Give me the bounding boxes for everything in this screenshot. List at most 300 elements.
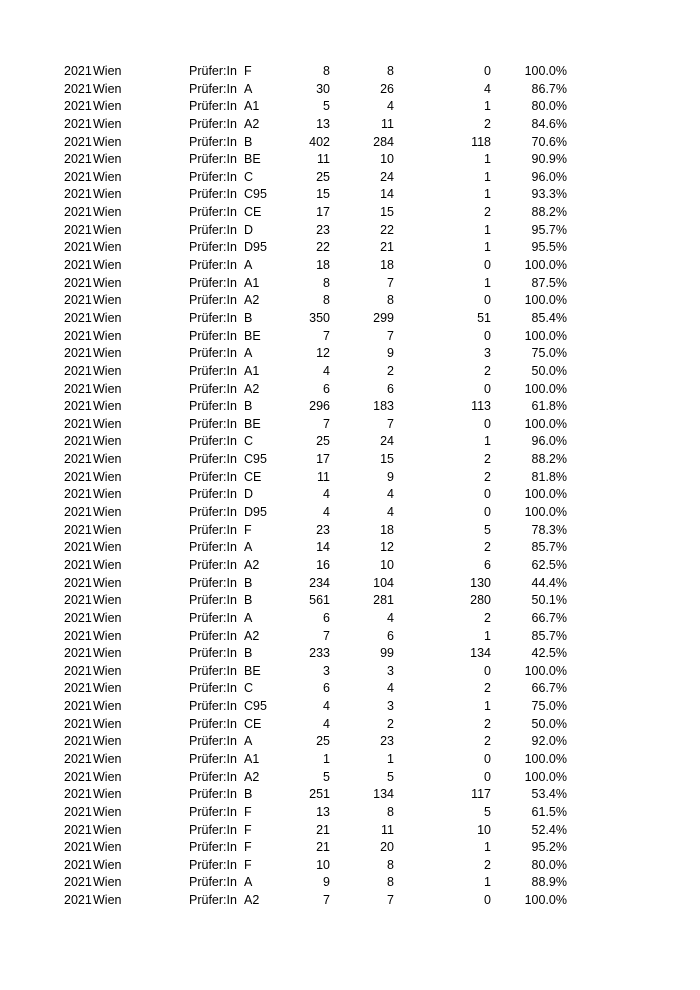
license-class-cell: A (244, 734, 253, 749)
city-cell: Wien (93, 152, 122, 167)
passed-count-cell: 24 (380, 169, 394, 184)
failed-count-cell: 0 (484, 751, 491, 766)
pass-rate-cell: 50.0% (531, 363, 567, 378)
failed-count-cell: 2 (484, 469, 491, 484)
failed-count-cell: 0 (484, 505, 491, 520)
city-cell: Wien (93, 787, 122, 802)
total-count-cell: 14 (316, 540, 330, 555)
year-cell: 2021 (64, 134, 92, 149)
total-count-cell: 3 (323, 663, 330, 678)
passed-count-cell: 281 (373, 593, 394, 608)
license-class-cell: BE (244, 328, 261, 343)
total-count-cell: 8 (323, 275, 330, 290)
city-cell: Wien (93, 522, 122, 537)
year-cell: 2021 (64, 610, 92, 625)
year-cell: 2021 (64, 751, 92, 766)
year-cell: 2021 (64, 875, 92, 890)
year-cell: 2021 (64, 575, 92, 590)
role-cell: Prüfer:In (189, 293, 237, 308)
passed-count-cell: 1 (387, 751, 394, 766)
pass-rate-cell: 96.0% (531, 169, 567, 184)
pass-rate-cell: 100.0% (524, 893, 567, 908)
city-cell: Wien (93, 64, 122, 78)
failed-count-cell: 10 (477, 822, 491, 837)
year-cell: 2021 (64, 434, 92, 449)
city-cell: Wien (93, 575, 122, 590)
table-row (0, 486, 700, 504)
role-cell: Prüfer:In (189, 681, 237, 696)
year-cell: 2021 (64, 169, 92, 184)
failed-count-cell: 2 (484, 681, 491, 696)
failed-count-cell: 6 (484, 557, 491, 572)
table-row (0, 663, 700, 681)
license-class-cell: C95 (244, 187, 267, 202)
total-count-cell: 16 (316, 557, 330, 572)
failed-count-cell: 0 (484, 328, 491, 343)
city-cell: Wien (93, 205, 122, 220)
table-row (0, 292, 700, 310)
failed-count-cell: 4 (484, 81, 491, 96)
year-cell: 2021 (64, 363, 92, 378)
city-cell: Wien (93, 734, 122, 749)
failed-count-cell: 2 (484, 610, 491, 625)
pass-rate-cell: 85.7% (531, 540, 567, 555)
city-cell: Wien (93, 169, 122, 184)
passed-count-cell: 183 (373, 399, 394, 414)
failed-count-cell: 113 (471, 399, 491, 414)
year-cell: 2021 (64, 716, 92, 731)
license-class-cell: F (244, 822, 252, 837)
pass-rate-cell: 75.0% (531, 699, 567, 714)
role-cell: Prüfer:In (189, 857, 237, 872)
role-cell: Prüfer:In (189, 381, 237, 396)
table-row (0, 892, 700, 910)
license-class-cell: A1 (244, 751, 260, 766)
pass-rate-cell: 44.4% (531, 575, 567, 590)
license-class-cell: D (244, 487, 254, 502)
license-class-cell: A (244, 875, 253, 890)
passed-count-cell: 11 (381, 116, 394, 131)
role-cell: Prüfer:In (189, 64, 237, 78)
year-cell: 2021 (64, 240, 92, 255)
pass-rate-cell: 96.0% (531, 434, 567, 449)
table-row (0, 628, 700, 646)
table-row (0, 310, 700, 328)
license-class-cell: A (244, 540, 253, 555)
year-cell: 2021 (64, 187, 92, 202)
role-cell: Prüfer:In (189, 751, 237, 766)
passed-count-cell: 26 (380, 81, 394, 96)
city-cell: Wien (93, 275, 122, 290)
table-row (0, 222, 700, 240)
total-count-cell: 7 (323, 628, 330, 643)
city-cell: Wien (93, 310, 122, 325)
license-class-cell: CE (244, 205, 262, 220)
failed-count-cell: 2 (484, 205, 491, 220)
total-count-cell: 5 (323, 769, 330, 784)
role-cell: Prüfer:In (189, 81, 237, 96)
city-cell: Wien (93, 893, 122, 908)
pass-rate-cell: 95.7% (531, 222, 567, 237)
year-cell: 2021 (64, 822, 92, 837)
license-class-cell: C (244, 681, 254, 696)
license-class-cell: A2 (244, 893, 260, 908)
failed-count-cell: 2 (484, 116, 491, 131)
passed-count-cell: 8 (387, 64, 394, 78)
year-cell: 2021 (64, 857, 92, 872)
table-row (0, 469, 700, 487)
year-cell: 2021 (64, 346, 92, 361)
failed-count-cell: 5 (484, 804, 491, 819)
table-row (0, 328, 700, 346)
city-cell: Wien (93, 487, 122, 502)
table-row (0, 610, 700, 628)
passed-count-cell: 4 (387, 99, 394, 114)
total-count-cell: 7 (323, 328, 330, 343)
passed-count-cell: 4 (387, 487, 394, 502)
year-cell: 2021 (64, 64, 92, 78)
table-row (0, 186, 700, 204)
year-cell: 2021 (64, 628, 92, 643)
total-count-cell: 25 (316, 734, 330, 749)
failed-count-cell: 0 (484, 663, 491, 678)
year-cell: 2021 (64, 893, 92, 908)
passed-count-cell: 18 (380, 258, 394, 273)
city-cell: Wien (93, 328, 122, 343)
total-count-cell: 18 (316, 258, 330, 273)
year-cell: 2021 (64, 469, 92, 484)
city-cell: Wien (93, 116, 122, 131)
pass-rate-cell: 61.5% (531, 804, 567, 819)
city-cell: Wien (93, 187, 122, 202)
city-cell: Wien (93, 363, 122, 378)
passed-count-cell: 24 (380, 434, 394, 449)
year-cell: 2021 (64, 734, 92, 749)
role-cell: Prüfer:In (189, 575, 237, 590)
failed-count-cell: 1 (484, 840, 491, 855)
table-row (0, 557, 700, 575)
table-row (0, 151, 700, 169)
failed-count-cell: 1 (484, 240, 491, 255)
city-cell: Wien (93, 258, 122, 273)
city-cell: Wien (93, 134, 122, 149)
pass-rate-cell: 90.9% (531, 152, 567, 167)
city-cell: Wien (93, 557, 122, 572)
year-cell: 2021 (64, 116, 92, 131)
passed-count-cell: 7 (387, 275, 394, 290)
year-cell: 2021 (64, 310, 92, 325)
passed-count-cell: 9 (387, 469, 394, 484)
passed-count-cell: 11 (381, 822, 394, 837)
pass-rate-cell: 88.2% (531, 452, 567, 467)
license-class-cell: A2 (244, 381, 260, 396)
license-class-cell: A1 (244, 275, 260, 290)
failed-count-cell: 1 (484, 169, 491, 184)
table-row (0, 575, 700, 593)
table-row (0, 257, 700, 275)
year-cell: 2021 (64, 381, 92, 396)
table-row (0, 733, 700, 751)
role-cell: Prüfer:In (189, 310, 237, 325)
table-row (0, 592, 700, 610)
table-row (0, 822, 700, 840)
table-row (0, 769, 700, 787)
passed-count-cell: 3 (387, 663, 394, 678)
city-cell: Wien (93, 681, 122, 696)
table-row (0, 275, 700, 293)
total-count-cell: 6 (323, 381, 330, 396)
pass-rate-cell: 100.0% (524, 751, 567, 766)
total-count-cell: 4 (323, 505, 330, 520)
pass-rate-cell: 50.0% (531, 716, 567, 731)
failed-count-cell: 1 (484, 99, 491, 114)
city-cell: Wien (93, 399, 122, 414)
table-row (0, 874, 700, 892)
total-count-cell: 1 (323, 751, 330, 766)
table-row (0, 857, 700, 875)
total-count-cell: 6 (323, 681, 330, 696)
year-cell: 2021 (64, 681, 92, 696)
total-count-cell: 21 (316, 840, 330, 855)
failed-count-cell: 0 (484, 381, 491, 396)
license-class-cell: A2 (244, 557, 260, 572)
license-class-cell: BE (244, 152, 261, 167)
passed-count-cell: 3 (387, 699, 394, 714)
year-cell: 2021 (64, 787, 92, 802)
pass-rate-cell: 53.4% (531, 787, 567, 802)
role-cell: Prüfer:In (189, 557, 237, 572)
role-cell: Prüfer:In (189, 434, 237, 449)
year-cell: 2021 (64, 399, 92, 414)
role-cell: Prüfer:In (189, 628, 237, 643)
passed-count-cell: 4 (387, 681, 394, 696)
passed-count-cell: 9 (387, 346, 394, 361)
pass-rate-cell: 84.6% (531, 116, 567, 131)
pass-rate-cell: 78.3% (531, 522, 567, 537)
year-cell: 2021 (64, 205, 92, 220)
passed-count-cell: 7 (387, 416, 394, 431)
total-count-cell: 8 (323, 64, 330, 78)
pass-rate-cell: 100.0% (524, 663, 567, 678)
role-cell: Prüfer:In (189, 893, 237, 908)
total-count-cell: 6 (323, 610, 330, 625)
failed-count-cell: 117 (471, 787, 491, 802)
city-cell: Wien (93, 840, 122, 855)
total-count-cell: 251 (309, 787, 330, 802)
pass-rate-cell: 100.0% (524, 328, 567, 343)
year-cell: 2021 (64, 416, 92, 431)
total-count-cell: 17 (316, 205, 330, 220)
pass-rate-cell: 100.0% (524, 258, 567, 273)
role-cell: Prüfer:In (189, 769, 237, 784)
failed-count-cell: 2 (484, 857, 491, 872)
failed-count-cell: 130 (470, 575, 491, 590)
failed-count-cell: 1 (484, 699, 491, 714)
passed-count-cell: 15 (380, 205, 394, 220)
city-cell: Wien (93, 81, 122, 96)
pass-rate-cell: 87.5% (531, 275, 567, 290)
table-row (0, 433, 700, 451)
pass-rate-cell: 95.5% (531, 240, 567, 255)
role-cell: Prüfer:In (189, 663, 237, 678)
role-cell: Prüfer:In (189, 240, 237, 255)
role-cell: Prüfer:In (189, 699, 237, 714)
table-row (0, 416, 700, 434)
passed-count-cell: 23 (380, 734, 394, 749)
pass-rate-cell: 86.7% (531, 81, 567, 96)
city-cell: Wien (93, 416, 122, 431)
total-count-cell: 4 (323, 699, 330, 714)
license-class-cell: D (244, 222, 254, 237)
passed-count-cell: 20 (380, 840, 394, 855)
failed-count-cell: 280 (470, 593, 491, 608)
table-row (0, 116, 700, 134)
total-count-cell: 234 (309, 575, 330, 590)
total-count-cell: 22 (316, 240, 330, 255)
total-count-cell: 23 (316, 522, 330, 537)
pass-rate-cell: 66.7% (531, 610, 567, 625)
passed-count-cell: 7 (387, 893, 394, 908)
city-cell: Wien (93, 610, 122, 625)
city-cell: Wien (93, 540, 122, 555)
pass-rate-cell: 100.0% (524, 416, 567, 431)
pass-rate-cell: 75.0% (531, 346, 567, 361)
license-class-cell: C95 (244, 452, 267, 467)
pass-rate-cell: 88.2% (531, 205, 567, 220)
city-cell: Wien (93, 381, 122, 396)
role-cell: Prüfer:In (189, 540, 237, 555)
pass-rate-cell: 100.0% (524, 293, 567, 308)
passed-count-cell: 8 (387, 293, 394, 308)
total-count-cell: 5 (323, 99, 330, 114)
table-row (0, 522, 700, 540)
table-row (0, 804, 700, 822)
year-cell: 2021 (64, 663, 92, 678)
pass-rate-cell: 100.0% (524, 487, 567, 502)
passed-count-cell: 299 (373, 310, 394, 325)
total-count-cell: 25 (316, 169, 330, 184)
license-class-cell: A (244, 346, 253, 361)
total-count-cell: 10 (316, 857, 330, 872)
role-cell: Prüfer:In (189, 205, 237, 220)
pass-rate-cell: 52.4% (531, 822, 567, 837)
role-cell: Prüfer:In (189, 116, 237, 131)
total-count-cell: 561 (309, 593, 330, 608)
license-class-cell: C95 (244, 699, 267, 714)
table-row (0, 81, 700, 99)
license-class-cell: B (244, 593, 253, 608)
license-class-cell: A2 (244, 628, 260, 643)
total-count-cell: 13 (316, 804, 330, 819)
role-cell: Prüfer:In (189, 187, 237, 202)
year-cell: 2021 (64, 593, 92, 608)
city-cell: Wien (93, 857, 122, 872)
failed-count-cell: 2 (484, 734, 491, 749)
failed-count-cell: 0 (484, 487, 491, 502)
passed-count-cell: 8 (387, 875, 394, 890)
license-class-cell: B (244, 399, 253, 414)
passed-count-cell: 15 (380, 452, 394, 467)
table-row (0, 98, 700, 116)
license-class-cell: A2 (244, 293, 260, 308)
passed-count-cell: 12 (380, 540, 394, 555)
year-cell: 2021 (64, 540, 92, 555)
license-class-cell: A2 (244, 769, 260, 784)
passed-count-cell: 6 (387, 381, 394, 396)
failed-count-cell: 0 (484, 293, 491, 308)
role-cell: Prüfer:In (189, 363, 237, 378)
passed-count-cell: 14 (380, 187, 394, 202)
pass-rate-cell: 93.3% (531, 187, 567, 202)
failed-count-cell: 51 (477, 310, 491, 325)
table-row (0, 539, 700, 557)
role-cell: Prüfer:In (189, 875, 237, 890)
license-class-cell: B (244, 646, 253, 661)
city-cell: Wien (93, 99, 122, 114)
passed-count-cell: 22 (380, 222, 394, 237)
passed-count-cell: 5 (387, 769, 394, 784)
role-cell: Prüfer:In (189, 152, 237, 167)
city-cell: Wien (93, 646, 122, 661)
pass-rate-cell: 80.0% (531, 99, 567, 114)
role-cell: Prüfer:In (189, 222, 237, 237)
table-row (0, 504, 700, 522)
role-cell: Prüfer:In (189, 716, 237, 731)
pass-rate-cell: 70.6% (531, 134, 567, 149)
pass-rate-cell: 85.4% (531, 310, 567, 325)
role-cell: Prüfer:In (189, 646, 237, 661)
year-cell: 2021 (64, 646, 92, 661)
failed-count-cell: 118 (471, 134, 491, 149)
pass-rate-cell: 100.0% (524, 505, 567, 520)
role-cell: Prüfer:In (189, 452, 237, 467)
role-cell: Prüfer:In (189, 99, 237, 114)
total-count-cell: 11 (317, 469, 330, 484)
failed-count-cell: 1 (484, 275, 491, 290)
pass-rate-cell: 50.1% (531, 593, 567, 608)
passed-count-cell: 2 (387, 363, 394, 378)
role-cell: Prüfer:In (189, 505, 237, 520)
failed-count-cell: 2 (484, 452, 491, 467)
pass-rate-cell: 100.0% (524, 64, 567, 78)
year-cell: 2021 (64, 328, 92, 343)
total-count-cell: 7 (323, 416, 330, 431)
year-cell: 2021 (64, 804, 92, 819)
pass-rate-cell: 42.5% (531, 646, 567, 661)
total-count-cell: 4 (323, 716, 330, 731)
passed-count-cell: 7 (387, 328, 394, 343)
year-cell: 2021 (64, 293, 92, 308)
year-cell: 2021 (64, 769, 92, 784)
role-cell: Prüfer:In (189, 134, 237, 149)
city-cell: Wien (93, 452, 122, 467)
license-class-cell: BE (244, 663, 261, 678)
role-cell: Prüfer:In (189, 328, 237, 343)
failed-count-cell: 0 (484, 416, 491, 431)
passed-count-cell: 8 (387, 857, 394, 872)
total-count-cell: 402 (309, 134, 330, 149)
table-row (0, 698, 700, 716)
role-cell: Prüfer:In (189, 487, 237, 502)
table-row (0, 134, 700, 152)
city-cell: Wien (93, 593, 122, 608)
role-cell: Prüfer:In (189, 275, 237, 290)
failed-count-cell: 1 (484, 222, 491, 237)
total-count-cell: 11 (317, 152, 330, 167)
pass-rate-cell: 100.0% (524, 381, 567, 396)
table-row (0, 239, 700, 257)
city-cell: Wien (93, 222, 122, 237)
